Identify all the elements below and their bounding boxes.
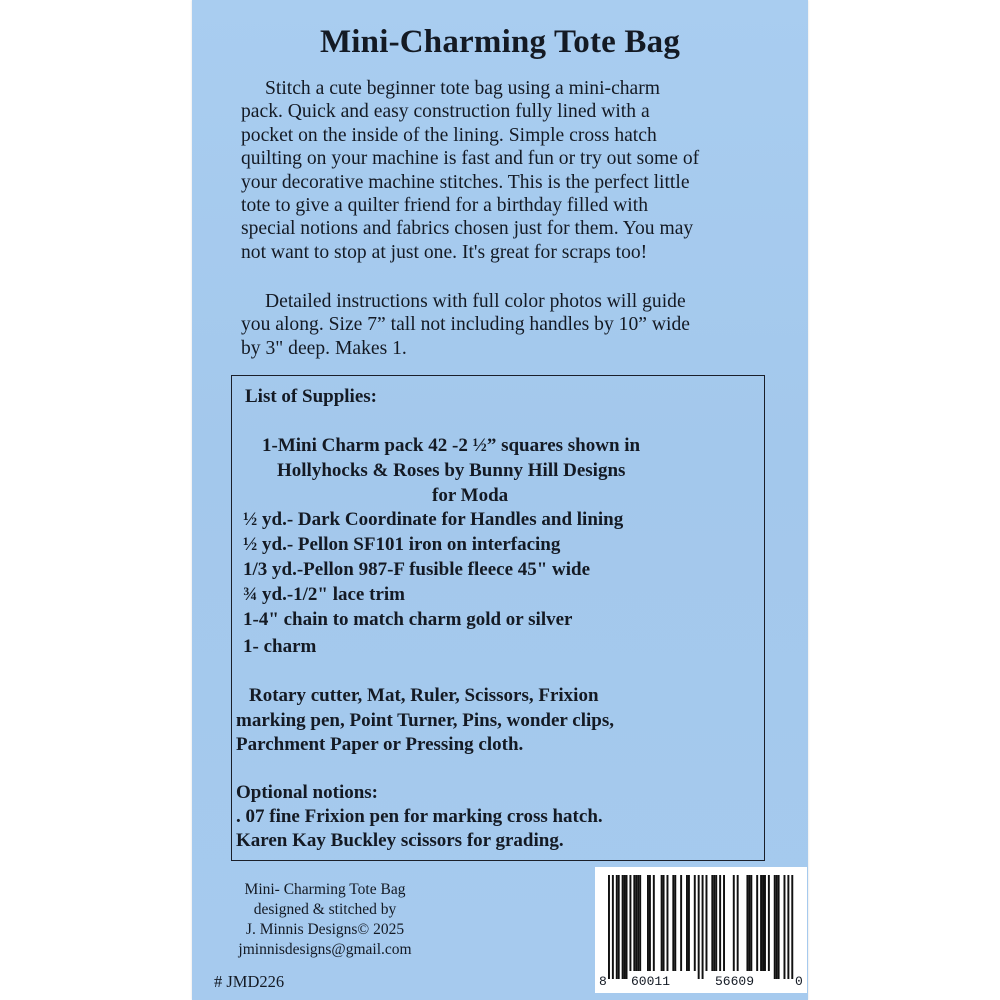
pattern-title: Mini-Charming Tote Bag (319, 24, 681, 60)
barcode-left-group: 60011 (631, 974, 671, 989)
description-line: tote to give a quilter friend for a birthday filled with (241, 195, 648, 217)
barcode-bar (760, 875, 762, 971)
barcode-bar (680, 875, 682, 971)
description-line: Stitch a cute beginner tote bag using a mini-charm (265, 78, 661, 99)
details-line: Detailed instructions with full color photos will guide (265, 291, 686, 312)
barcode-bar (626, 875, 628, 979)
barcode-bar (688, 875, 690, 971)
barcode-bar (672, 875, 674, 971)
barcode-bar (768, 875, 770, 971)
barcode-bar (719, 875, 721, 971)
details-line: you along. Size 7” tall not including handles by 10” wide (241, 314, 690, 336)
barcode-bar (612, 875, 614, 979)
barcode-bar (787, 875, 789, 979)
optional-heading: Optional notions: (236, 782, 379, 803)
barcode-bar (616, 875, 618, 979)
barcode-bar (748, 875, 750, 971)
details-paragraph (241, 290, 690, 360)
pattern-sku: # JMD226 (214, 972, 285, 991)
barcode-bar (711, 875, 713, 971)
barcode-bar (776, 875, 778, 979)
supplies-heading: List of Supplies: (245, 386, 377, 407)
supply-item: 1-4" chain to match charm gold or silver (243, 609, 573, 630)
barcode-bar (653, 875, 655, 971)
supply-item: ½ yd.- Pellon SF101 iron on interfacing (243, 534, 561, 555)
supply-item: 1-Mini Charm pack 42 -2 ½” squares shown in (262, 435, 641, 456)
barcode-bar (713, 875, 715, 971)
description-line: pocket on the inside of the lining. Simple cross hatch (241, 124, 657, 146)
supply-item: Hollyhocks & Roses by Bunny Hill Designs (277, 460, 626, 481)
barcode-bar (723, 875, 725, 971)
barcode-bar (649, 875, 651, 971)
barcode-bars (595, 867, 807, 979)
barcode-bar (746, 875, 748, 971)
designer-email: jminnisdesigns@gmail.com (238, 941, 412, 958)
supply-item: 1/3 yd.-Pellon 987-F fusible fleece 45" wide (243, 559, 591, 580)
tools-line: Parchment Paper or Pressing cloth. (236, 734, 524, 755)
description-paragraph (241, 77, 699, 264)
credit-line: J. Minnis Designs© 2025 (245, 921, 405, 938)
barcode-bar (715, 875, 717, 971)
barcode-bar (629, 875, 631, 971)
tools-line: marking pen, Point Turner, Pins, wonder clips, (236, 710, 614, 731)
supply-item: ½ yd.- Dark Coordinate for Handles and lining (243, 509, 624, 530)
credit-line: designed & stitched by (253, 901, 397, 918)
barcode-bar (764, 875, 766, 971)
description-line: pack. Quick and easy construction fully lined with a (241, 101, 650, 123)
barcode-number-system: 8 (599, 974, 607, 989)
barcode-bar (733, 875, 735, 971)
optional-line: Karen Kay Buckley scissors for grading. (236, 830, 564, 851)
supplies-box (231, 375, 765, 861)
optional-line: . 07 fine Frixion pen for marking cross hatch. (236, 806, 603, 827)
barcode-bar (635, 875, 637, 971)
barcode-bar (622, 875, 624, 979)
description-line: your decorative machine stitches. This is the perfect little (241, 171, 690, 193)
barcode-bar (661, 875, 663, 971)
barcode-bar (791, 875, 793, 979)
designer-credits (220, 880, 430, 960)
barcode-bar (702, 875, 704, 979)
pattern-back-cover (192, 0, 808, 1000)
description-line: special notions and fabrics chosen just for them. You may (241, 218, 694, 240)
barcode-bar (674, 875, 676, 971)
barcode-bar (774, 875, 776, 979)
barcode-bar (784, 875, 786, 979)
barcode-digits (595, 974, 807, 992)
credit-line: Mini- Charming Tote Bag (244, 881, 406, 898)
barcode-bar (608, 875, 610, 979)
barcode-right-group: 56609 (715, 974, 755, 989)
details-line: by 3" deep. Makes 1. (241, 337, 407, 359)
barcode-bar (706, 875, 708, 971)
barcode-bar (778, 875, 780, 979)
tools-line: Rotary cutter, Mat, Ruler, Scissors, Frixion (249, 685, 599, 706)
upc-barcode (595, 867, 807, 993)
supply-item: 1- charm (243, 636, 317, 657)
supply-item: for Moda (432, 485, 509, 506)
barcode-bar (737, 875, 739, 971)
barcode-bar (618, 875, 620, 979)
barcode-bar (624, 875, 626, 979)
supply-item: ¾ yd.-1/2" lace trim (243, 584, 405, 605)
barcode-bar (647, 875, 649, 971)
barcode-bar (762, 875, 764, 971)
barcode-bar (756, 875, 758, 971)
barcode-bar (667, 875, 669, 971)
barcode-bar (750, 875, 752, 971)
description-line: not want to stop at just one. It's great for scraps too! (241, 241, 648, 263)
barcode-bar (694, 875, 696, 971)
barcode-bar (698, 875, 700, 979)
barcode-bar (663, 875, 665, 971)
barcode-bar (686, 875, 688, 971)
barcode-bar (637, 875, 639, 971)
description-line: quilting on your machine is fast and fun or try out some of (241, 148, 700, 170)
barcode-bar (633, 875, 635, 971)
barcode-bar (639, 875, 641, 971)
barcode-check-digit: 0 (795, 974, 803, 989)
